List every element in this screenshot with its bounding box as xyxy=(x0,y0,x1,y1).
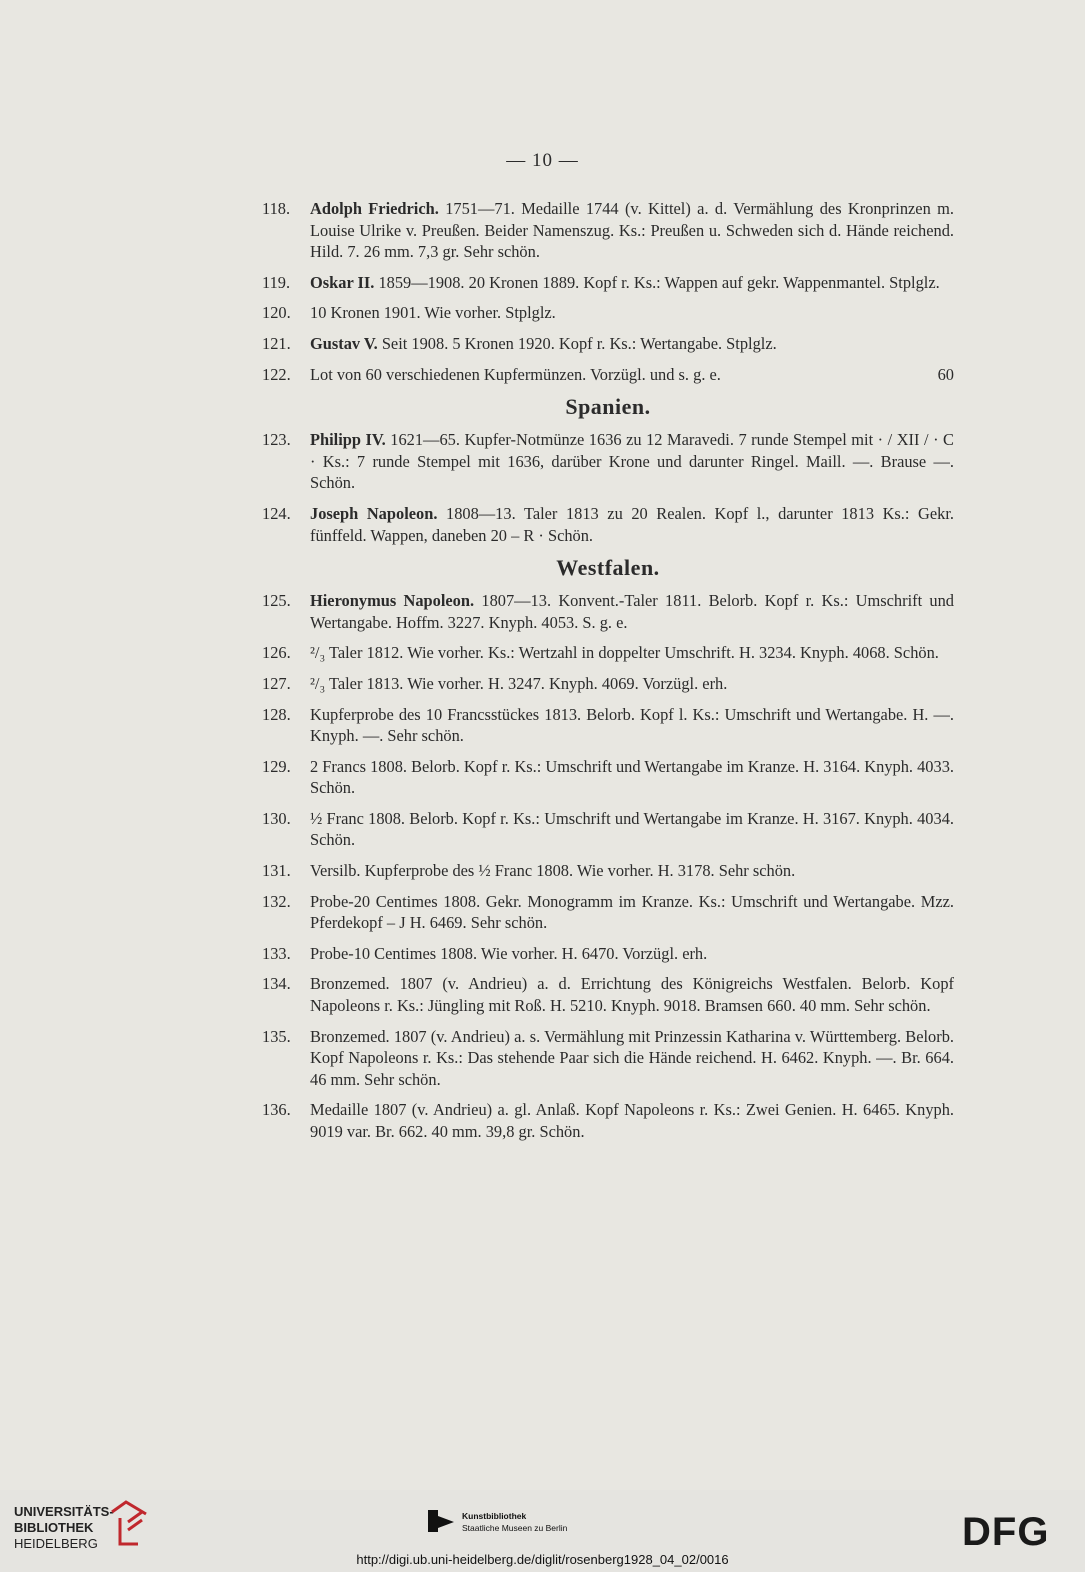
catalog-entry xyxy=(262,429,954,494)
entry-description: Versilb. Kupferprobe des ½ Franc 1808. Wie vorher. H. 3178. Sehr schön. xyxy=(310,861,796,881)
entry-description: Bronzemed. 1807 (v. Andrieu) a. d. Errichtung des Königreichs Westfalen. Belorb. Kopf Napoleons r. Ks.: Jüngling mit Roß. H. 5210. Knyph. 9018. Bramsen 660. 40 mm. Sehr schön. xyxy=(310,974,954,1016)
entry-text xyxy=(310,503,954,546)
catalog-entry xyxy=(262,364,954,386)
catalog-entry xyxy=(262,973,954,1016)
entry-description: 1807—13. Konvent.-Taler 1811. Belorb. Kopf r. Ks.: Umschrift und Wertangabe. Hoffm. 3227. Knyph. 4053. S. g. e. xyxy=(310,591,955,632)
entry-description: Kupferprobe des 10 Francsstückes 1813. Belorb. Kopf l. Ks.: Umschrift und Wertangabe. H. —. Knyph. —. Sehr schön. xyxy=(310,704,954,746)
catalog-entry xyxy=(262,860,954,882)
entry-number: 121. xyxy=(262,333,291,353)
catalog-entry xyxy=(262,1099,954,1142)
entry-text xyxy=(310,590,954,633)
entry-description: Probe-10 Centimes 1808. Wie vorher. H. 6470. Vorzügl. erh. xyxy=(310,943,708,963)
entry-number: 131. xyxy=(262,861,291,881)
entry-number: 130. xyxy=(262,808,291,828)
ub-heidelberg-mark-icon xyxy=(108,1498,150,1550)
entry-text xyxy=(310,333,954,355)
page-number: — 10 — xyxy=(506,150,579,171)
entry-text xyxy=(310,673,954,695)
entry-description: 1859—1908. 20 Kronen 1889. Kopf r. Ks.: Wappen auf gekr. Wappenmantel. Stplglz. xyxy=(374,272,940,292)
entry-number: 119. xyxy=(262,272,291,292)
entry-group-westfalen xyxy=(262,590,954,1142)
entry-number: 124. xyxy=(262,503,291,523)
entry-number: 129. xyxy=(262,756,291,776)
entry-number: 133. xyxy=(262,943,291,963)
entry-description: Probe-20 Centimes 1808. Gekr. Monogramm im Kranze. Ks.: Umschrift und Wertangabe. Mzz. Pferdekopf – J H. 6469. Sehr schön. xyxy=(310,891,954,933)
entry-text xyxy=(310,973,954,1016)
entry-ruler-name: Oskar II. xyxy=(310,272,375,292)
entry-description: Bronzemed. 1807 (v. Andrieu) a. s. Vermählung mit Prinzessin Katharina v. Württemberg. Belorb. Kopf Napoleons r. Ks.: Das stehende Paar sich die Hände reichend. H. 6462. Knyph. —. Br. 664. 46 mm. Sehr schön. xyxy=(310,1026,954,1089)
entry-ruler-name: Joseph Napoleon. xyxy=(310,503,438,523)
entry-number: 122. xyxy=(262,364,291,384)
entry-group-spanien xyxy=(262,429,954,546)
entry-ruler-name: Gustav V. xyxy=(310,333,378,353)
kunstbibliothek-line1: Kunstbibliothek xyxy=(462,1511,527,1521)
entry-number: 132. xyxy=(262,891,291,911)
ub-heidelberg-logo[interactable] xyxy=(14,1504,114,1552)
entry-description: ²/₃ Taler 1812. Wie vorher. Ks.: Wertzahl in doppelter Umschrift. H. 3234. Knyph. 4068. Schön. xyxy=(310,643,939,663)
entry-number: 136. xyxy=(262,1100,291,1120)
entry-number: 127. xyxy=(262,673,291,693)
catalog-entry xyxy=(262,590,954,633)
entry-text xyxy=(310,756,954,799)
entry-description: Lot von 60 verschiedenen Kupfermünzen. Vorzügl. und s. g. e. xyxy=(310,364,721,384)
section-heading-spanien: Spanien. xyxy=(565,394,651,420)
entry-description: 1808—13. Taler 1813 zu 20 Realen. Kopf l., darunter 1813 Ks.: Gekr. fünffeld. Wappen, daneben 20 – R · Schön. xyxy=(310,503,954,545)
entry-text xyxy=(310,364,954,386)
catalog-entry xyxy=(262,943,954,965)
entry-description: ²/₃ Taler 1813. Wie vorher. H. 3247. Knyph. 4069. Vorzügl. erh. xyxy=(310,673,728,693)
catalog-entries xyxy=(262,198,954,1152)
catalog-entry xyxy=(262,756,954,799)
catalog-entry xyxy=(262,272,954,294)
entry-text xyxy=(310,1026,954,1091)
catalog-entry xyxy=(262,333,954,355)
entry-description: Seit 1908. 5 Kronen 1920. Kopf r. Ks.: Wertangabe. Stplglz. xyxy=(377,333,777,353)
entry-number: 135. xyxy=(262,1026,291,1046)
entry-text xyxy=(310,891,954,934)
catalog-entry xyxy=(262,302,954,324)
entry-text xyxy=(310,429,954,494)
catalog-entry xyxy=(262,673,954,695)
entry-text xyxy=(310,302,954,324)
dfg-logo[interactable]: DFG xyxy=(962,1510,1050,1554)
ub-logo-line2: BIBLIOTHEK xyxy=(14,1520,94,1535)
entry-ruler-name: Hieronymus Napoleon. xyxy=(310,591,475,611)
entry-number: 126. xyxy=(262,643,291,663)
entry-description: 10 Kronen 1901. Wie vorher. Stplglz. xyxy=(310,303,556,323)
kunstbibliothek-line2: Staatliche Museen zu Berlin xyxy=(462,1523,568,1533)
entry-number: 118. xyxy=(262,199,291,218)
entry-description: ½ Franc 1808. Belorb. Kopf r. Ks.: Umschrift und Wertangabe im Kranze. H. 3167. Knyph. 4034. Schön. xyxy=(310,808,954,850)
permalink-url[interactable]: http://digi.ub.uni-heidelberg.de/diglit/rosenberg1928_04_02/0016 xyxy=(356,1552,729,1567)
catalog-entry xyxy=(262,503,954,546)
ub-logo-line1: UNIVERSITÄTS- xyxy=(14,1504,114,1519)
entry-ruler-name: Philipp IV. xyxy=(310,430,386,450)
entry-text xyxy=(310,704,954,747)
kunstbibliothek-mark-icon xyxy=(426,1508,456,1534)
entry-group-sweden xyxy=(262,198,954,385)
entry-text xyxy=(310,808,954,851)
catalog-entry xyxy=(262,1026,954,1091)
entry-description: 2 Francs 1808. Belorb. Kopf r. Ks.: Umschrift und Wertangabe im Kranze. H. 3164. Knyph. 4033. Schön. xyxy=(310,756,954,798)
entry-price: 60 xyxy=(937,364,954,384)
catalog-entry xyxy=(262,808,954,851)
entry-text xyxy=(310,1099,954,1142)
section-heading-westfalen: Westfalen. xyxy=(556,555,660,581)
catalog-entry xyxy=(262,198,954,263)
entry-number: 120. xyxy=(262,303,291,323)
catalog-entry xyxy=(262,891,954,934)
entry-text xyxy=(310,272,954,294)
entry-number: 128. xyxy=(262,704,291,724)
entry-text xyxy=(310,860,954,882)
entry-description: 1751—71. Medaille 1744 (v. Kittel) a. d. Vermählung des Kronprinzen m. Louise Ulrike v. Preußen. Beider Namenszug. Ks.: Preußen u. Schweden sich d. Hände reichend. Hild. 7. 26 mm. 7,3 gr. Sehr schön. xyxy=(310,199,954,262)
entry-description: 1621—65. Kupfer-Notmünze 1636 zu 12 Maravedi. 7 runde Stempel mit · / XII / · C · Ks.: 7 runde Stempel mit 1636, darüber Krone und darunter Ringel. Maill. —. Brause —. Schön. xyxy=(310,430,954,493)
entry-text xyxy=(310,943,954,965)
footer-bar xyxy=(0,1490,1085,1572)
entry-ruler-name: Adolph Friedrich. xyxy=(310,199,439,218)
entry-number: 134. xyxy=(262,974,291,994)
entry-text xyxy=(310,642,954,664)
catalog-entry xyxy=(262,704,954,747)
ub-logo-line3: HEIDELBERG xyxy=(14,1536,98,1551)
entry-text xyxy=(310,198,954,263)
entry-number: 125. xyxy=(262,591,291,611)
kunstbibliothek-logo[interactable] xyxy=(462,1510,567,1534)
entry-description: Medaille 1807 (v. Andrieu) a. gl. Anlaß. Kopf Napoleons r. Ks.: Zwei Genien. H. 6465. Knyph. 9019 var. Br. 662. 40 mm. 39,8 gr. Schön. xyxy=(310,1100,954,1141)
entry-number: 123. xyxy=(262,430,291,450)
catalog-entry xyxy=(262,642,954,664)
